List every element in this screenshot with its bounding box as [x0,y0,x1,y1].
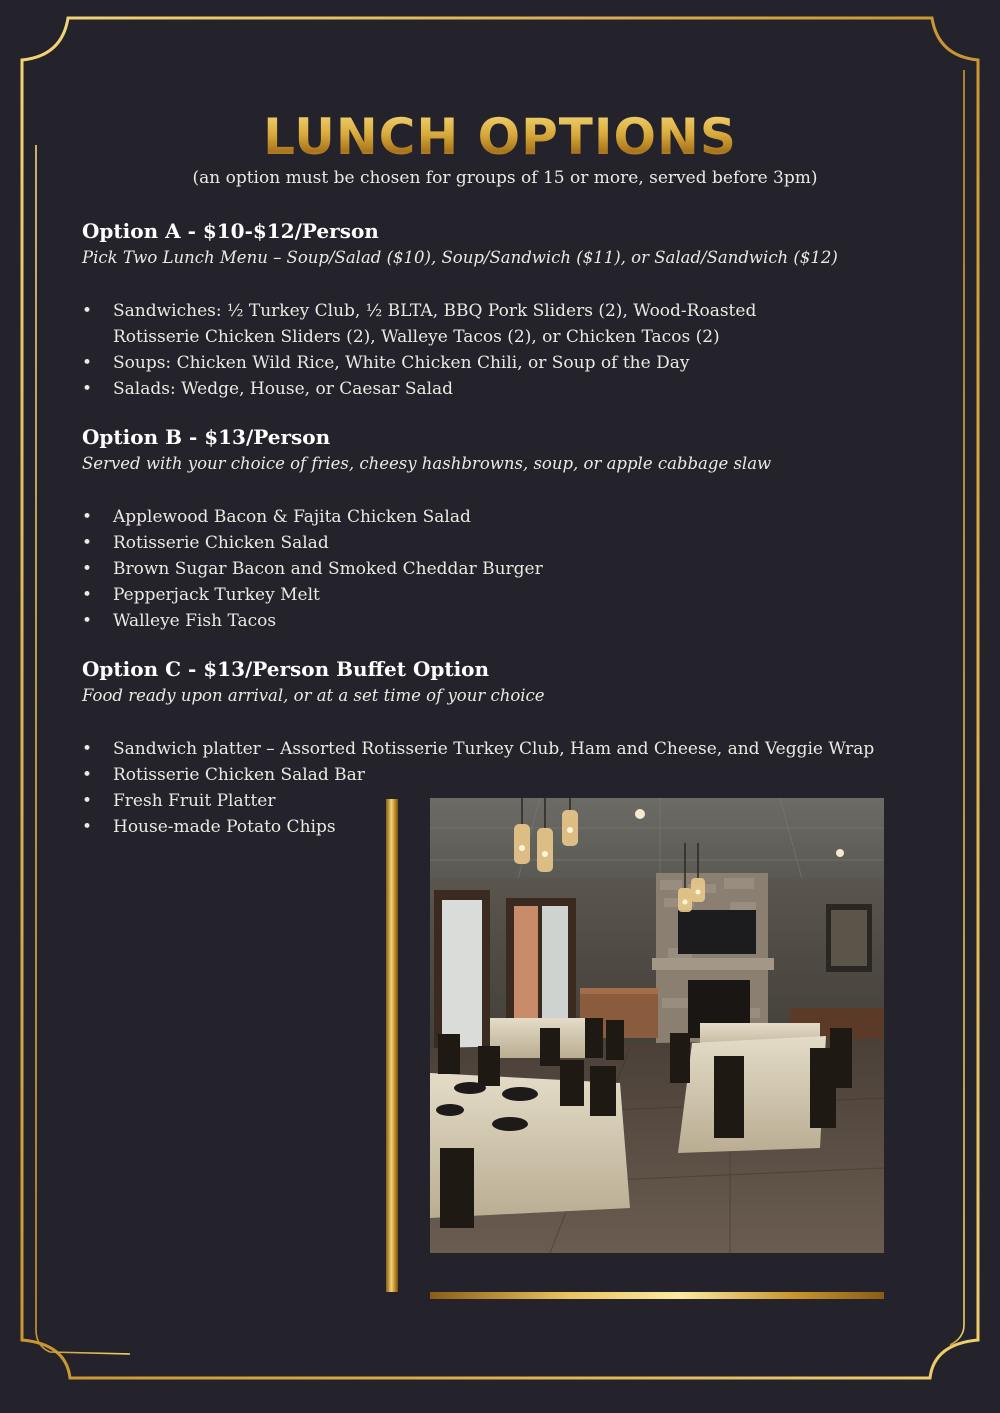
list-item: • Applewood Bacon & Fajita Chicken Salad [82,504,942,530]
page-subtitle: (an option must be chosen for groups of 15 or more, served before 3pm) [192,168,818,188]
gold-accent-vertical [386,799,398,1292]
list-item: • Soups: Chicken Wild Rice, White Chicken Chili, or Soup of the Day [82,350,942,376]
option-b-items [82,504,942,634]
list-item: • Salads: Wedge, House, or Caesar Salad [82,376,942,402]
gold-accent-horizontal [430,1292,884,1299]
list-item: • Brown Sugar Bacon and Smoked Cheddar Burger [82,556,942,582]
dining-room-photo [430,798,884,1253]
option-c-description: Food ready upon arrival, or at a set time of your choice [82,686,545,705]
list-item: • House-made Potato Chips [82,814,942,840]
option-c-heading: Option C - $13/Person Buffet Option [82,657,490,681]
option-a-heading: Option A - $10-$12/Person [82,219,379,243]
option-b-heading: Option B - $13/Person [82,425,331,449]
page-title: LUNCH OPTIONS [0,108,1000,166]
list-item: • Sandwiches: ½ Turkey Club, ½ BLTA, BBQ Pork Sliders (2), Wood-Roasted Rotisserie Chicken Sliders (2), Walleye Tacos (2), or Chicken Tacos (2) [82,298,813,350]
option-b-section [82,422,942,634]
list-item: • Walleye Fish Tacos [82,608,942,634]
list-item: • Fresh Fruit Platter [82,788,942,814]
menu-content [82,216,942,840]
list-item: • Sandwich platter – Assorted Rotisserie Turkey Club, Ham and Cheese, and Veggie Wrap [82,736,942,762]
list-item: • Rotisserie Chicken Salad [82,530,942,556]
option-a-description: Pick Two Lunch Menu – Soup/Salad ($10), Soup/Sandwich ($11), or Salad/Sandwich ($12) [82,248,838,267]
list-item: • Pepperjack Turkey Melt [82,582,942,608]
option-b-description: Served with your choice of fries, cheesy hashbrowns, soup, or apple cabbage slaw [82,454,772,473]
option-a-section [82,216,942,402]
option-a-items [82,298,942,402]
list-item: • Rotisserie Chicken Salad Bar [82,762,942,788]
